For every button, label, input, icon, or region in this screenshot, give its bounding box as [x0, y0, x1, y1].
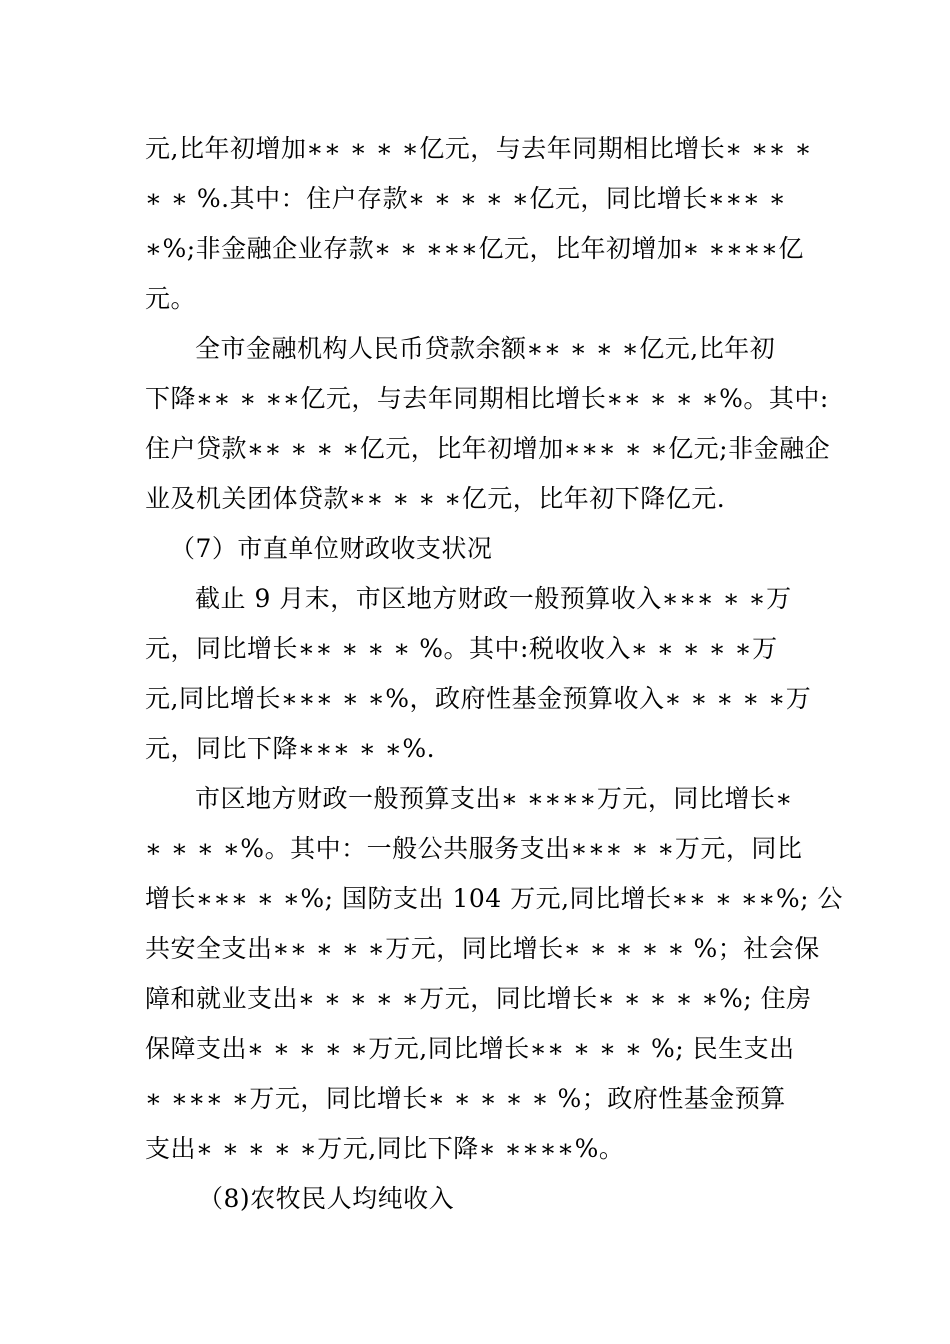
text-line: 元，同比下降∗∗∗ ∗ ∗%.	[145, 734, 436, 763]
section-heading: （8)农牧民人均纯收入	[198, 1184, 455, 1213]
text-line: 共安全支出∗∗ ∗ ∗ ∗万元，同比增长∗ ∗ ∗ ∗ ∗ %；社会保	[145, 934, 820, 963]
text-line: 保障支出∗ ∗ ∗ ∗ ∗万元,同比增长∗∗ ∗ ∗ ∗ %; 民生支出	[145, 1034, 795, 1063]
text-line: 元,同比增长∗∗∗ ∗ ∗%，政府性基金预算收入∗ ∗ ∗ ∗ ∗万	[145, 684, 812, 713]
text-line: 市区地方财政一般预算支出∗ ∗∗∗∗万元，同比增长∗	[195, 784, 793, 813]
text-line: 元，同比增长∗∗ ∗ ∗ ∗ %。其中:税收收入∗ ∗ ∗ ∗ ∗万	[145, 634, 778, 663]
text-line: 住户贷款∗∗ ∗ ∗ ∗亿元，比年初增加∗∗∗ ∗ ∗亿元;非金融企	[145, 434, 831, 463]
text-line: ∗ ∗ ∗ ∗%。其中：一般公共服务支出∗∗∗ ∗ ∗万元，同比	[145, 834, 803, 863]
text-line: ∗ ∗ %.其中：住户存款∗ ∗ ∗ ∗ ∗亿元，同比增长∗∗∗ ∗	[145, 184, 787, 213]
text-line: 下降∗∗ ∗ ∗∗亿元，与去年同期相比增长∗∗ ∗ ∗ ∗%。其中:	[145, 384, 829, 413]
text-line: 障和就业支出∗ ∗ ∗ ∗ ∗万元，同比增长∗ ∗ ∗ ∗ ∗%; 住房	[145, 984, 812, 1013]
text-line: 支出∗ ∗ ∗ ∗ ∗万元,同比下降∗ ∗∗∗∗%。	[145, 1134, 625, 1163]
text-line: 元。	[145, 284, 197, 313]
text-line: 业及机关团体贷款∗∗ ∗ ∗ ∗亿元，比年初下降亿元.	[145, 484, 726, 513]
section-heading: （7）市直单位财政收支状况	[170, 534, 493, 563]
text-line: ∗ ∗∗∗ ∗万元，同比增长∗ ∗ ∗ ∗ ∗ %；政府性基金预算	[145, 1084, 786, 1113]
text-line: 元,比年初增加∗∗ ∗ ∗ ∗亿元，与去年同期相比增长∗ ∗∗ ∗	[145, 134, 813, 163]
text-line: 增长∗∗∗ ∗ ∗%; 国防支出 104 万元,同比增长∗∗ ∗ ∗∗%; 公	[145, 884, 844, 913]
text-line: 全市金融机构人民币贷款余额∗∗ ∗ ∗ ∗亿元,比年初	[195, 334, 776, 363]
text-line: 截止 9 月末，市区地方财政一般预算收入∗∗∗ ∗ ∗万	[195, 584, 792, 613]
text-line: ∗%;非金融企业存款∗ ∗ ∗∗∗亿元，比年初增加∗ ∗∗∗∗亿	[145, 234, 804, 263]
